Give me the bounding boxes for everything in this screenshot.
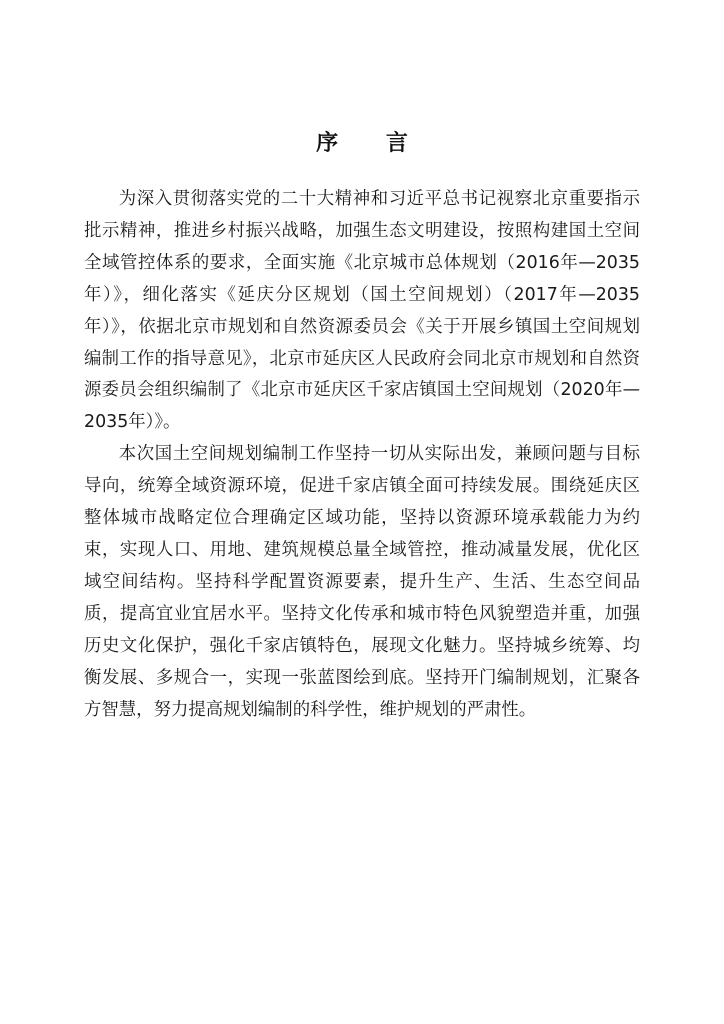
paragraph-1: 为深入贯彻落实党的二十大精神和习近平总书记视察北京重要指示批示精神，推进乡村振兴战略，加强生态文明建设，按照构建国土空间全域管控体系的要求，全面实施《北京城市总体规划（2016年—2035年）》，细化落实《延庆分区规划（国土空间规划）（2017年—2035年）》，依据北京市规划和自然资源委员会《关于开展乡镇国土空间规划编制工作的指导意见》，北京市延庆区人民政府会同北京市规划和自然资源委员会组织编制了《北京市延庆区千家店镇国土空间规划（2020年—2035年）》。 <box>84 189 640 433</box>
page-title: 序 言 <box>316 131 428 156</box>
paragraph-2: 本次国土空间规划编制工作坚持一切从实际出发，兼顾问题与目标导向，统筹全域资源环境，促进千家店镇全面可持续发展。围绕延庆区整体城市战略定位合理确定区域功能，坚持以资源环境承载能力为约束，实现人口、用地、建筑规模总量全域管控，推动减量发展，优化区域空间结构。坚持科学配置资源要素，提升生产、生活、生态空间品质，提高宜业宜居水平。坚持文化传承和城市特色风貌塑造并重，加强历史文化保护，强化千家店镇特色，展现文化魅力。坚持城乡统筹、均衡发展、多规合一，实现一张蓝图绘到底。坚持开门编制规划，汇聚各方智慧，努力提高规划编制的科学性，维护规划的严肃性。 <box>84 444 640 720</box>
preface-body <box>84 184 640 726</box>
